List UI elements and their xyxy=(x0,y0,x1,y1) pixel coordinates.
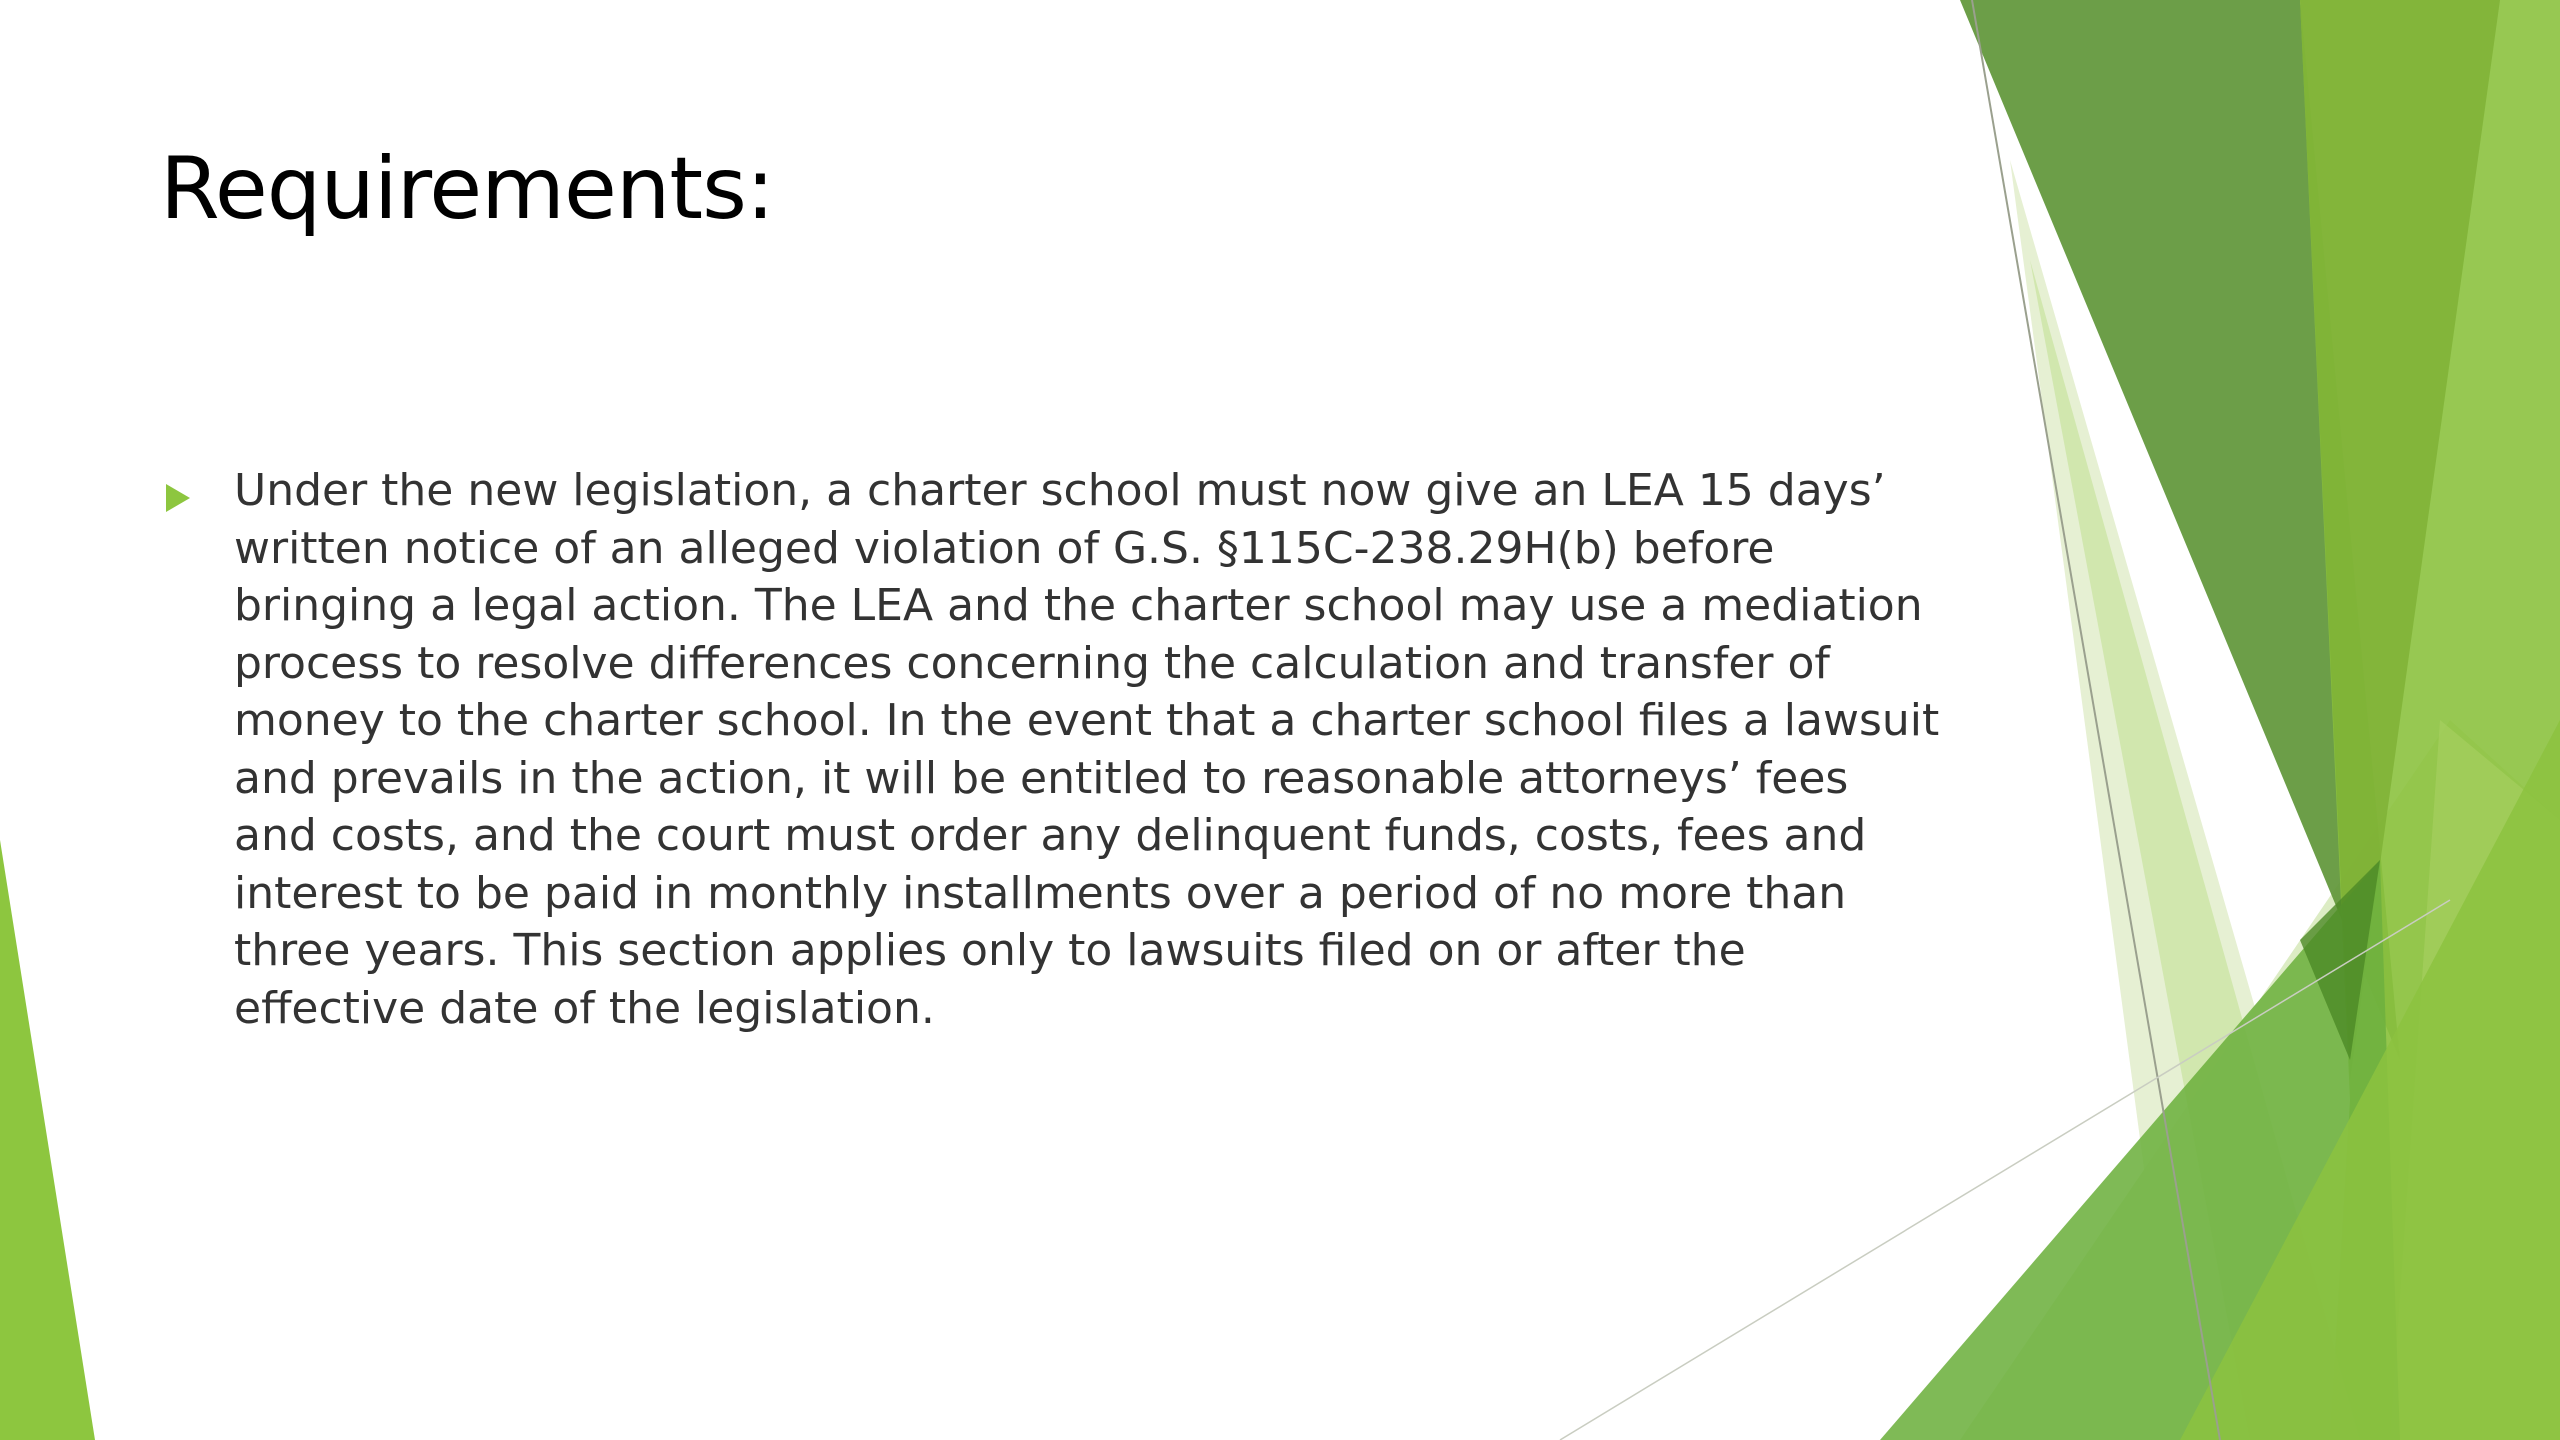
slide-title: Requirements: xyxy=(160,139,774,239)
bullet-item xyxy=(160,462,1940,1037)
bullet-list xyxy=(160,462,1940,1037)
bullet-text: Under the new legislation, a charter school must now give an LEA 15 days’ written notice of an alleged violation of G.S. §115C-238.29H(b) before bringing a legal action. The LEA and the charter school may use a mediation process to resolve differences concerning the calculation and transfer of money to the charter school. In the event that a charter school files a lawsuit and prevails in the action, it will be entitled to reasonable attorneys’ fees and costs, and the court must order any delinquent funds, costs, fees and interest to be paid in monthly installments over a period of no more than three years. This section applies only to lawsuits filed on or after the effective date of the legislation. xyxy=(234,465,1940,1034)
left-green-sliver xyxy=(0,840,95,1440)
triangle-right-icon xyxy=(166,484,190,512)
